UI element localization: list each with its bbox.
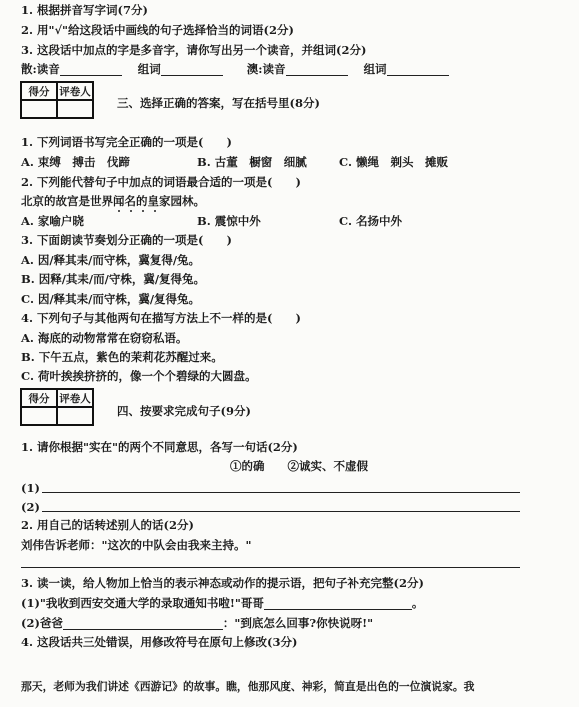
- section-4-title: 四、按要求完成句子(9分): [117, 404, 251, 418]
- s3-q4-option-a[interactable]: A. 海底的动物常常在窃窃私语。: [21, 331, 188, 345]
- s3-question-2: 2. 下列能代替句子中加点的词语最合适的一项是( ): [21, 175, 301, 189]
- answer-blank-1-label: (1): [21, 481, 40, 495]
- word-blank-1[interactable]: [161, 63, 223, 76]
- answer-line-2[interactable]: [42, 511, 520, 512]
- s3-q2-option-b[interactable]: B. 震惊中外: [197, 214, 261, 228]
- s4-question-2: 2. 用自己的话转述别人的话(2分): [21, 518, 194, 532]
- grader-label: 评卷人: [57, 82, 93, 100]
- s4-question-4: 4. 这段话共三处错误，用修改符号在原句上修改(3分): [21, 635, 298, 649]
- s3-q2-option-a[interactable]: A. 家喻户晓: [21, 214, 84, 228]
- s4-q3-sentence-1-end: 。: [411, 596, 424, 610]
- grader-label: 评卷人: [57, 389, 93, 407]
- score-cell[interactable]: [21, 407, 57, 425]
- emphasis-dot: [142, 210, 144, 212]
- question-3: 3. 这段话中加点的字是多音字，请你写出另一个读音，并组词(2分): [21, 43, 367, 57]
- grader-cell[interactable]: [57, 100, 93, 118]
- zuci-label-1: 组词: [137, 62, 161, 76]
- zuci-label-2: 组词: [363, 62, 387, 76]
- s3-q1-option-b[interactable]: B. 古董 橱窗 细腻: [197, 155, 307, 169]
- s3-q4-option-b[interactable]: B. 下午五点，紫色的茉莉花苏醒过来。: [21, 350, 223, 364]
- s4-q3-sentence-1: [21, 596, 423, 610]
- polyphone-char-1: 散:读音: [21, 62, 60, 76]
- reading-blank-1[interactable]: [60, 63, 122, 76]
- question-1: 1. 根据拼音写字词(7分): [21, 3, 148, 17]
- polyphone-char-2: 澳:读音: [246, 62, 286, 76]
- score-box-section-3: [20, 81, 94, 119]
- s4-q3-sentence-1-text: (1)"我收到西安交通大学的录取通知书啦!"哥哥: [21, 596, 264, 610]
- s4-q3-sentence-2-start: (2)爸爸: [21, 616, 63, 630]
- reading-blank-2[interactable]: [286, 63, 348, 76]
- s3-question-3: 3. 下面朗读节奏划分正确的一项是( ): [21, 233, 232, 247]
- s3-q4-option-c[interactable]: C. 荷叶挨挨挤挤的，像一个个碧绿的大圆盘。: [21, 369, 257, 383]
- s3-q1-option-a[interactable]: A. 束缚 搏击 伐蹄: [21, 155, 130, 169]
- section-3-title: 三、选择正确的答案，写在括号里(8分): [117, 96, 320, 110]
- score-box-section-4: [20, 388, 94, 426]
- prompt-blank-1[interactable]: [264, 597, 412, 610]
- s3-q1-option-c[interactable]: C. 懒绳 剃头 摊贩: [339, 155, 448, 169]
- grader-cell[interactable]: [57, 407, 93, 425]
- emphasis-dot: [130, 210, 132, 212]
- s3-question-1: 1. 下列词语书写完全正确的一项是( ): [21, 135, 232, 149]
- s3-q3-option-c[interactable]: C. 因/释其耒/而守株，冀/复得兔。: [21, 292, 201, 306]
- polyphone-row: [21, 62, 449, 76]
- score-label: 得分: [21, 389, 57, 407]
- s3-q3-option-a[interactable]: A. 因/释其耒/而守株，冀复得/兔。: [21, 253, 201, 267]
- s4-q1-meanings: ①的确 ②诚实、不虚假: [230, 459, 368, 473]
- s4-q3-sentence-2: [21, 616, 373, 630]
- score-cell[interactable]: [21, 100, 57, 118]
- s3-question-4: 4. 下列句子与其他两句在描写方法上不一样的是( ): [21, 311, 301, 325]
- s4-question-1: 1. 请你根据"实在"的两个不同意思，各写一句话(2分): [21, 440, 298, 454]
- answer-blank-2-label: (2): [21, 500, 40, 514]
- answer-line-3[interactable]: [21, 567, 520, 568]
- question-2: 2. 用"√"给这段话中画线的句子选择恰当的词语(2分): [21, 23, 294, 37]
- s3-q2-option-c[interactable]: C. 名扬中外: [339, 214, 402, 228]
- s4-q3-sentence-2-text: ："到底怎么回事?你快说呀!": [222, 616, 374, 630]
- s3-q2-sentence: 北京的故宫是世界闻名的皇家园林。: [21, 194, 205, 208]
- s3-q3-option-b[interactable]: B. 因释/其耒/而/守株，冀/复得兔。: [21, 272, 206, 286]
- score-label: 得分: [21, 82, 57, 100]
- answer-line-1[interactable]: [42, 492, 520, 493]
- s4-question-3: 3. 读一读，给人物加上恰当的表示神态或动作的提示语，把句子补充完整(2分): [21, 576, 424, 590]
- s4-q2-sentence: 刘伟告诉老师："这次的中队会由我来主持。": [21, 538, 252, 552]
- s4-q4-paragraph: 那天，老师为我们讲述《西游记》的故事。瞧，他那风度、神彩，简直是出色的一位演说家。我: [21, 680, 475, 693]
- emphasis-dot: [118, 210, 120, 212]
- word-blank-2[interactable]: [387, 63, 449, 76]
- emphasis-dot: [154, 210, 156, 212]
- prompt-blank-2[interactable]: [63, 617, 223, 630]
